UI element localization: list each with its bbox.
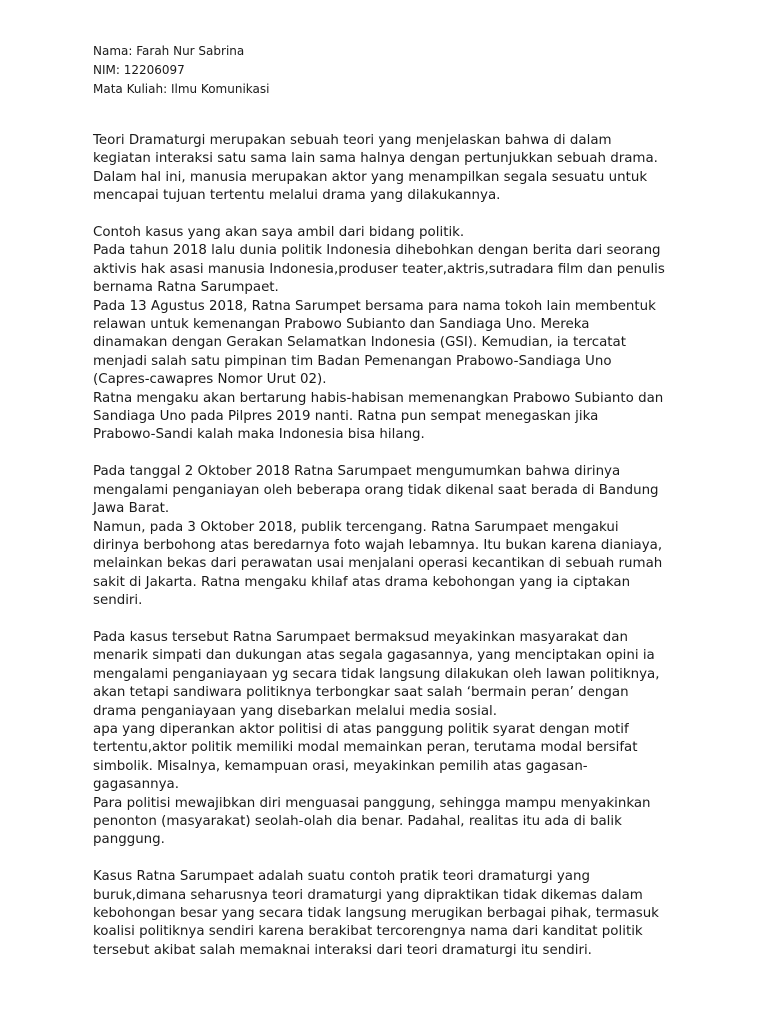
student-name: Nama: Farah Nur Sabrina: [93, 44, 245, 58]
paragraph-line: dinamakan dengan Gerakan Selamatkan Indonesia (GSI). Kemudian, ia tercatat: [93, 335, 626, 351]
paragraph-line: Jawa Barat.: [93, 501, 170, 517]
paragraph-line: dirinya berbohong atas beredarnya foto wajah lebamnya. Itu bukan karena dianiaya,: [93, 537, 663, 553]
paragraph-line: tersebut akibat salah memaknai interaksi dari teori dramaturgi itu sendiri.: [93, 942, 592, 958]
paragraph-line: Para politisi mewajibkan diri menguasai panggung, sehingga mampu menyakinkan: [93, 795, 651, 811]
essay-paragraph: [93, 224, 713, 445]
paragraph-line: Dalam hal ini, manusia merupakan aktor yang menampilkan segala sesuatu untuk: [93, 169, 648, 185]
paragraph-line: simbolik. Misalnya, kemampuan orasi, meyakinkan pemilih atas gagasan-: [93, 758, 588, 774]
paragraph-line: menarik simpati dan dukungan atas segala gagasannya, yang menciptakan opini ia: [93, 648, 655, 664]
paragraph-line: penonton (masyarakat) seolah-olah dia benar. Padahal, realitas itu ada di balik: [93, 813, 622, 829]
paragraph-line: relawan untuk kemenangan Prabowo Subianto dan Sandiaga Uno. Mereka: [93, 317, 590, 333]
paragraph-line: kegiatan interaksi satu sama lain sama halnya dengan pertunjukkan sebuah drama.: [93, 151, 658, 167]
paragraph-line: Sandiaga Uno pada Pilpres 2019 nanti. Ratna pun sempat menegaskan jika: [93, 409, 599, 425]
student-id: NIM: 12206097: [93, 63, 185, 77]
essay-paragraph: [93, 868, 713, 960]
paragraph-line: (Capres-cawapres Nomor Urut 02).: [93, 372, 327, 388]
paragraph-line: mengalami penganiayaan yg secara tidak langsung dilakukan oleh lawan politiknya,: [93, 666, 660, 682]
essay-paragraph: [93, 463, 713, 610]
student-info-header: [93, 42, 269, 99]
paragraph-line: panggung.: [93, 832, 165, 848]
paragraph-line: mengalami penganiayan oleh beberapa orang tidak dikenal saat berada di Bandung: [93, 482, 659, 498]
paragraph-line: tertentu,aktor politik memiliki modal memainkan peran, terutama modal bersifat: [93, 740, 638, 756]
essay-paragraph: [93, 132, 713, 206]
essay-body: [93, 132, 713, 979]
paragraph-line: kebohongan besar yang secara tidak langsung merugikan berbagai pihak, termasuk: [93, 906, 659, 921]
paragraph-line: Ratna mengaku akan bertarung habis-habisan memenangkan Prabowo Subianto dan: [93, 390, 664, 406]
paragraph-line: aktivis hak asasi manusia Indonesia,produser teater,aktris,sutradara film dan penulis: [93, 261, 665, 277]
paragraph-line: drama penganiayaan yang disebarkan melalui media sosial.: [93, 703, 498, 719]
paragraph-line: apa yang diperankan aktor politisi di atas panggung politik syarat dengan motif: [93, 721, 629, 737]
paragraph-line: sendiri.: [93, 593, 143, 609]
paragraph-line: gagasannya.: [93, 777, 179, 793]
paragraph-line: Pada kasus tersebut Ratna Sarumpaet bermaksud meyakinkan masyarakat dan: [93, 629, 628, 645]
paragraph-line: koalisi politiknya sendiri karena berakibat tercorengnya nama dari kanditat politik: [93, 924, 643, 940]
course-name: Mata Kuliah: Ilmu Komunikasi: [93, 82, 270, 96]
paragraph-line: akan tetapi sandiwara politiknya terbongkar saat salah ‘bermain peran’ dengan: [93, 685, 629, 701]
paragraph-line: Pada tanggal 2 Oktober 2018 Ratna Sarumpaet mengumumkan bahwa dirinya: [93, 464, 621, 480]
paragraph-line: Pada tahun 2018 lalu dunia politik Indonesia dihebohkan dengan berita dari seorang: [93, 243, 661, 259]
paragraph-line: buruk,dimana seharusnya teori dramaturgi yang dipraktikan tidak dikemas dalam: [93, 887, 643, 903]
paragraph-line: Kasus Ratna Sarumpaet adalah suatu contoh pratik teori dramaturgi yang: [93, 869, 590, 885]
paragraph-line: Namun, pada 3 Oktober 2018, publik tercengang. Ratna Sarumpaet mengakui: [93, 519, 619, 535]
paragraph-line: Contoh kasus yang akan saya ambil dari bidang politik.: [93, 225, 465, 241]
paragraph-line: sakit di Jakarta. Ratna mengaku khilaf atas drama kebohongan yang ia ciptakan: [93, 574, 631, 590]
paragraph-line: Pada 13 Agustus 2018, Ratna Sarumpet bersama para nama tokoh lain membentuk: [93, 298, 656, 314]
paragraph-line: Teori Dramaturgi merupakan sebuah teori yang menjelaskan bahwa di dalam: [93, 133, 612, 148]
essay-paragraph: [93, 629, 713, 850]
paragraph-line: bernama Ratna Sarumpaet.: [93, 280, 279, 296]
paragraph-line: mencapai tujuan tertentu melalui drama yang dilakukannya.: [93, 188, 501, 204]
paragraph-line: menjadi salah satu pimpinan tim Badan Pemenangan Prabowo-Sandiaga Uno: [93, 353, 612, 369]
paragraph-line: Prabowo-Sandi kalah maka Indonesia bisa hilang.: [93, 427, 425, 443]
paragraph-line: melainkan bekas dari perawatan usai menjalani operasi kecantikan di sebuah rumah: [93, 556, 663, 572]
